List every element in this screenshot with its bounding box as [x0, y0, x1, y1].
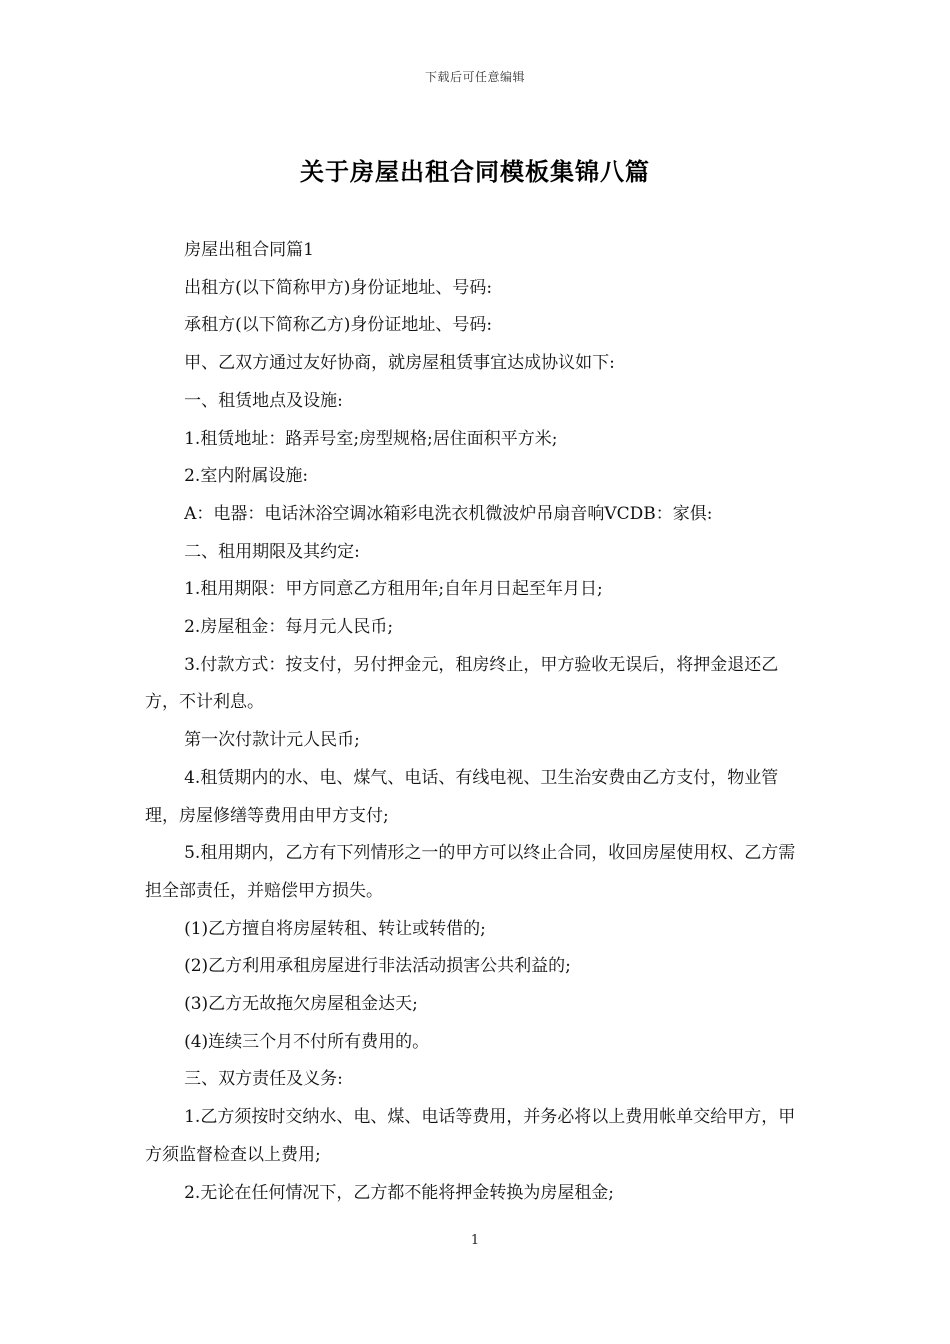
paragraph-clause-2-2: 2.房屋租金：每月元人民币; [184, 617, 394, 638]
paragraph-condition-4: (4)连续三个月不付所有费用的。 [184, 1031, 430, 1052]
paragraph-clause-2-3: 3.付款方式：按支付，另付押金元，租房终止，甲方验收无误后，将押金退还乙方，不计利息。 [145, 654, 779, 713]
paragraph-condition-1: (1)乙方擅自将房屋转租、转让或转借的; [184, 918, 486, 939]
paragraph-first-payment: 第一次付款计元人民币; [184, 730, 360, 751]
paragraph-lessee: 承租方(以下简称乙方)身份证地址、号码: [184, 315, 493, 336]
paragraph-section-heading: 房屋出租合同篇1 [184, 240, 314, 260]
paragraph-clause-3-heading: 三、双方责任及义务: [184, 1069, 343, 1090]
paragraph-clause-3-1: 1.乙方须按时交纳水、电、煤、电话等费用，并务必将以上费用帐单交给甲方，甲方须监督检查以上费用; [145, 1107, 796, 1165]
paragraph-lessor: 出租方(以下简称甲方)身份证地址、号码: [184, 277, 493, 298]
paragraph-condition-2: (2)乙方利用承租房屋进行非法活动损害公共利益的; [184, 956, 571, 977]
page-number: 1 [470, 1233, 480, 1248]
paragraph-clause-1-heading: 一、租赁地点及设施: [184, 390, 343, 411]
header-note: 下载后可任意编辑 [424, 70, 525, 84]
document-title: 关于房屋出租合同模板集锦八篇 [300, 158, 650, 186]
paragraph-clause-2-5: 5.租用期内，乙方有下列情形之一的甲方可以终止合同，收回房屋使用权、乙方需担全部责任，并赔偿甲方损失。 [145, 843, 796, 901]
paragraph-clause-2-4: 4.租赁期内的水、电、煤气、电话、有线电视、卫生治安费由乙方支付，物业管理，房屋修缮等费用由甲方支付; [145, 767, 779, 826]
paragraph-clause-1-2: 2.室内附属设施: [184, 466, 309, 487]
paragraph-clause-1-2-a: A：电器：电话沐浴空调冰箱彩电洗衣机微波炉吊扇音响VCDB：家俱: [184, 503, 713, 524]
paragraph-agreement-intro: 甲、乙双方通过友好协商，就房屋租赁事宜达成协议如下: [184, 353, 615, 374]
paragraph-clause-2-1: 1.租用期限：甲方同意乙方租用年;自年月日起至年月日; [184, 579, 603, 600]
paragraph-clause-2-heading: 二、租用期限及其约定: [184, 541, 360, 562]
paragraph-clause-1-1: 1.租赁地址：路弄号室;房型规格;居住面积平方米; [184, 428, 558, 449]
document-body [145, 232, 811, 1212]
paragraph-condition-3: (3)乙方无故拖欠房屋租金达天; [184, 994, 418, 1015]
paragraph-clause-3-2: 2.无论在任何情况下，乙方都不能将押金转换为房屋租金; [184, 1182, 615, 1203]
